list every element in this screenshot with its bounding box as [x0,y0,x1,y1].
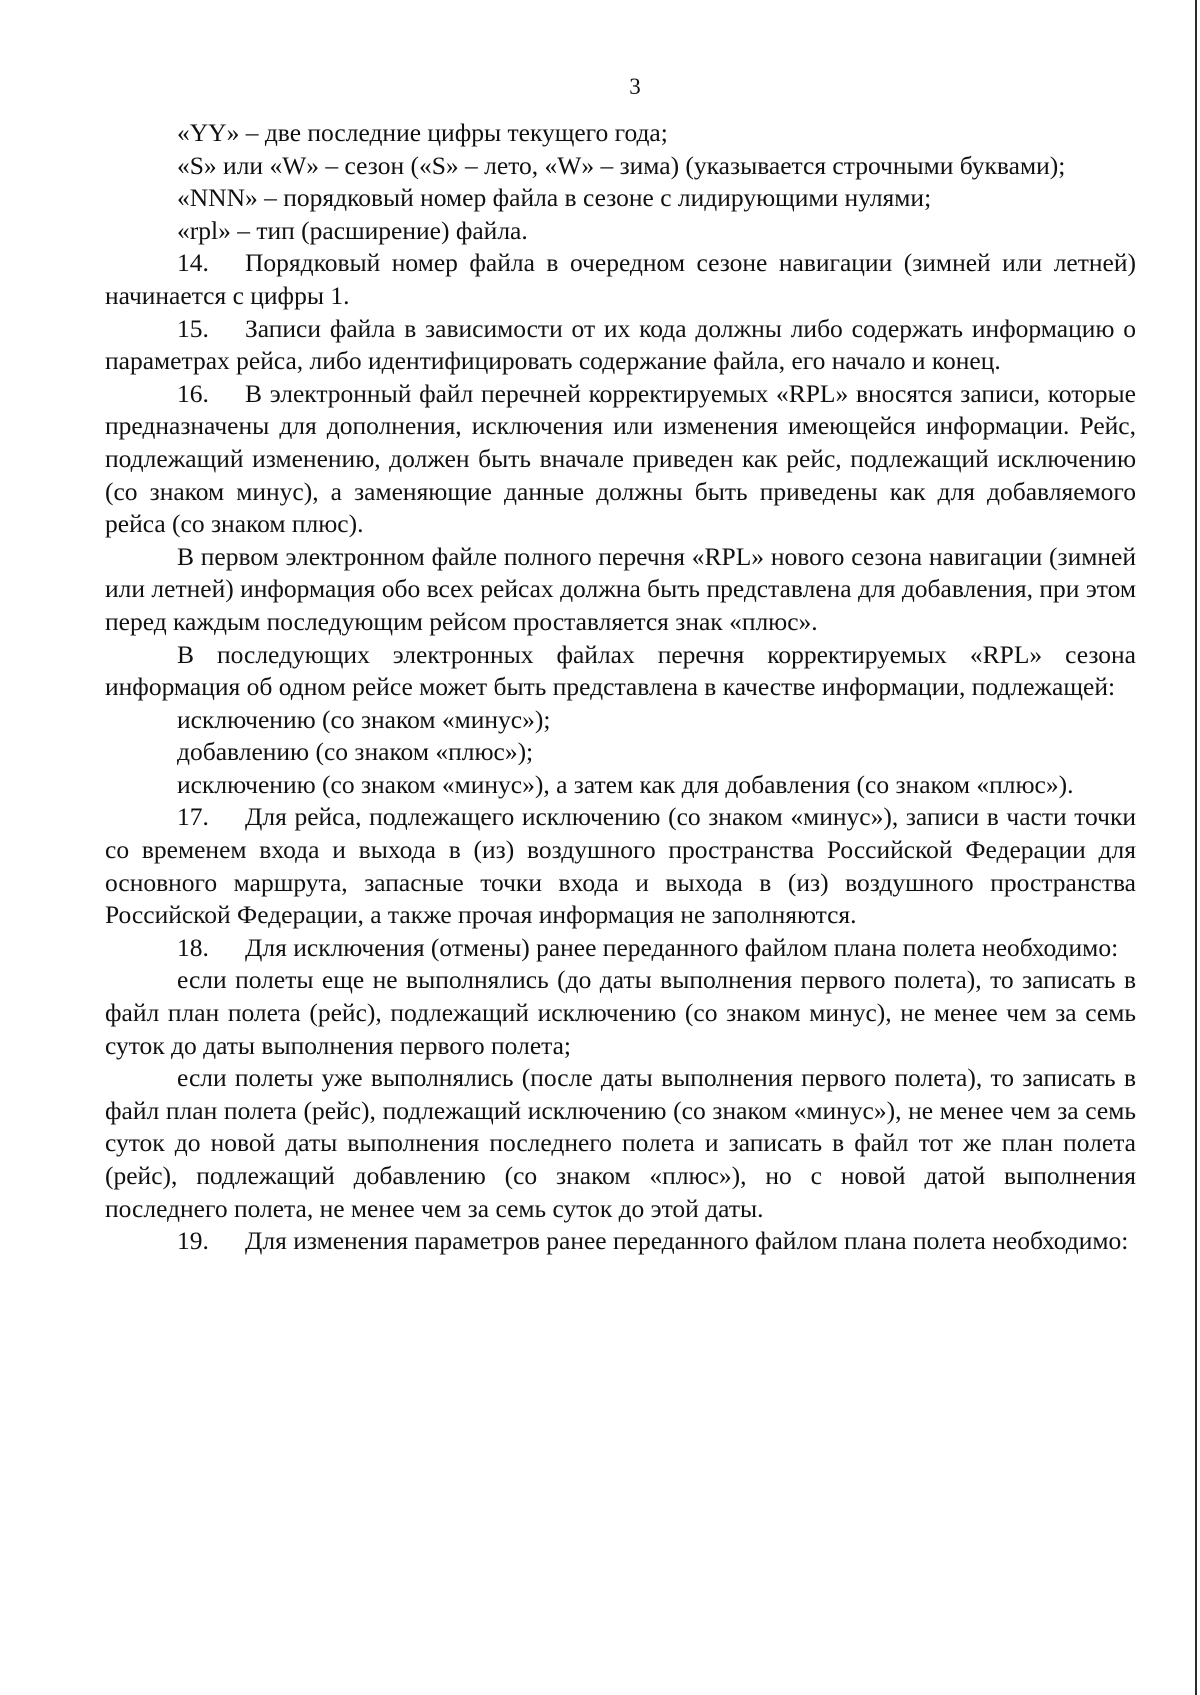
paragraph [105,541,1136,639]
paragraph-text: В последующих электронных файлах перечня корректируемых «RPL» сезона информация об одном рейсе может быть представлена в качестве информации, подлежащей: [105,639,1136,702]
page-number: 3 [629,74,641,99]
paragraph-text: Порядковый номер файла в очередном сезоне навигации (зимней или летней) начинается с цифры 1. [105,248,1136,310]
paragraph-text: если полеты уже выполнялись (после даты выполнения первого полета), то записать в файл план полета (рейс), подлежащий исключению (со знаком «минус»), не менее чем за семь суток до новой даты выполнения последнего полета и записать в файл тот же план полета (рейс), подлежащий добавлению (со знаком «плюс»), но с новой датой выполнения последнего полета, не менее чем за семь суток до этой даты. [105,1063,1136,1223]
paragraph-number: 14. [177,248,209,278]
paragraph [105,117,1136,150]
paragraph-text: исключению (со знаком «минус»); [177,704,551,734]
paragraph-text: В первом электронном файле полного перечня «RPL» нового сезона навигации (зимней или летней) информация обо всех рейсах должна быть представлена для добавления, при этом перед каждым последующим рейсом проставляется знак «плюс». [105,541,1136,636]
numbered-paragraph [105,1225,1136,1258]
paragraph [105,639,1136,704]
paragraph-text: «NNN» – порядковый номер файла в сезоне с лидирующими нулями; [177,183,932,213]
paragraph-text: «rpl» – тип (расширение) файла. [177,215,528,245]
paragraph-text: «YY» – две последние цифры текущего года; [177,118,668,147]
paragraph-text: Для рейса, подлежащего исключению (со знаком «минус»), записи в части точки со временем входа и выхода в (из) воздушного пространства Российской Федерации для основного маршрута, запасные точки входа и выхода в (из) воздушного пространства Российской Федерации, а также прочая информация не заполняются. [105,802,1136,930]
paragraph-text: добавлению (со знаком «плюс»); [177,737,534,767]
paragraph-number: 15. [177,313,209,343]
paragraph-text: Записи файла в зависимости от их кода должны либо содержать информацию о параметрах рейса, либо идентифицировать содержание файла, его начало и конец. [105,313,1136,376]
paragraph-number: 19. [177,1226,209,1256]
paragraph-number: 16. [177,378,209,408]
document-body [105,117,1136,1258]
paragraph [105,964,1136,1062]
paragraph-text: исключению (со знаком «минус»), а затем как для добавления (со знаком «плюс»). [177,769,1074,799]
numbered-paragraph [105,932,1136,965]
paragraph-text: если полеты еще не выполнялись (до даты выполнения первого полета), то записать в файл план полета (рейс), подлежащий исключению (со знаком минус), не менее чем за семь суток до даты выполнения первого полета; [105,965,1136,1060]
paragraph [105,769,1136,802]
numbered-paragraph [105,247,1136,312]
scan-edge-line [1195,0,1197,1695]
numbered-paragraph [105,801,1136,931]
paragraph [105,182,1136,215]
paragraph-number: 17. [177,802,209,832]
paragraph [105,736,1136,769]
numbered-paragraph [105,378,1136,541]
paragraph-text: «S» или «W» – сезон («S» – лето, «W» – зима) (указывается строчными буквами); [177,150,1066,180]
paragraph [105,215,1136,248]
paragraph-number: 18. [177,932,209,962]
paragraph [105,1062,1136,1225]
paragraph-text: Для изменения параметров ранее переданного файлом плана полета необходимо: [245,1226,1129,1256]
paragraph [105,704,1136,737]
paragraph-text: В электронный файл перечней корректируемых «RPL» вносятся записи, которые предназначены для дополнения, исключения или изменения имеющейся информации. Рейс, подлежащий изменению, должен быть вначале приведен как рейс, подлежащий исключению (со знаком минус), а заменяющие данные должны быть приведены как для добавляемого рейса (со знаком плюс). [105,378,1136,539]
paragraph-text: Для исключения (отмены) ранее переданного файлом плана полета необходимо: [245,932,1119,962]
paragraph [105,150,1136,183]
numbered-paragraph [105,313,1136,378]
